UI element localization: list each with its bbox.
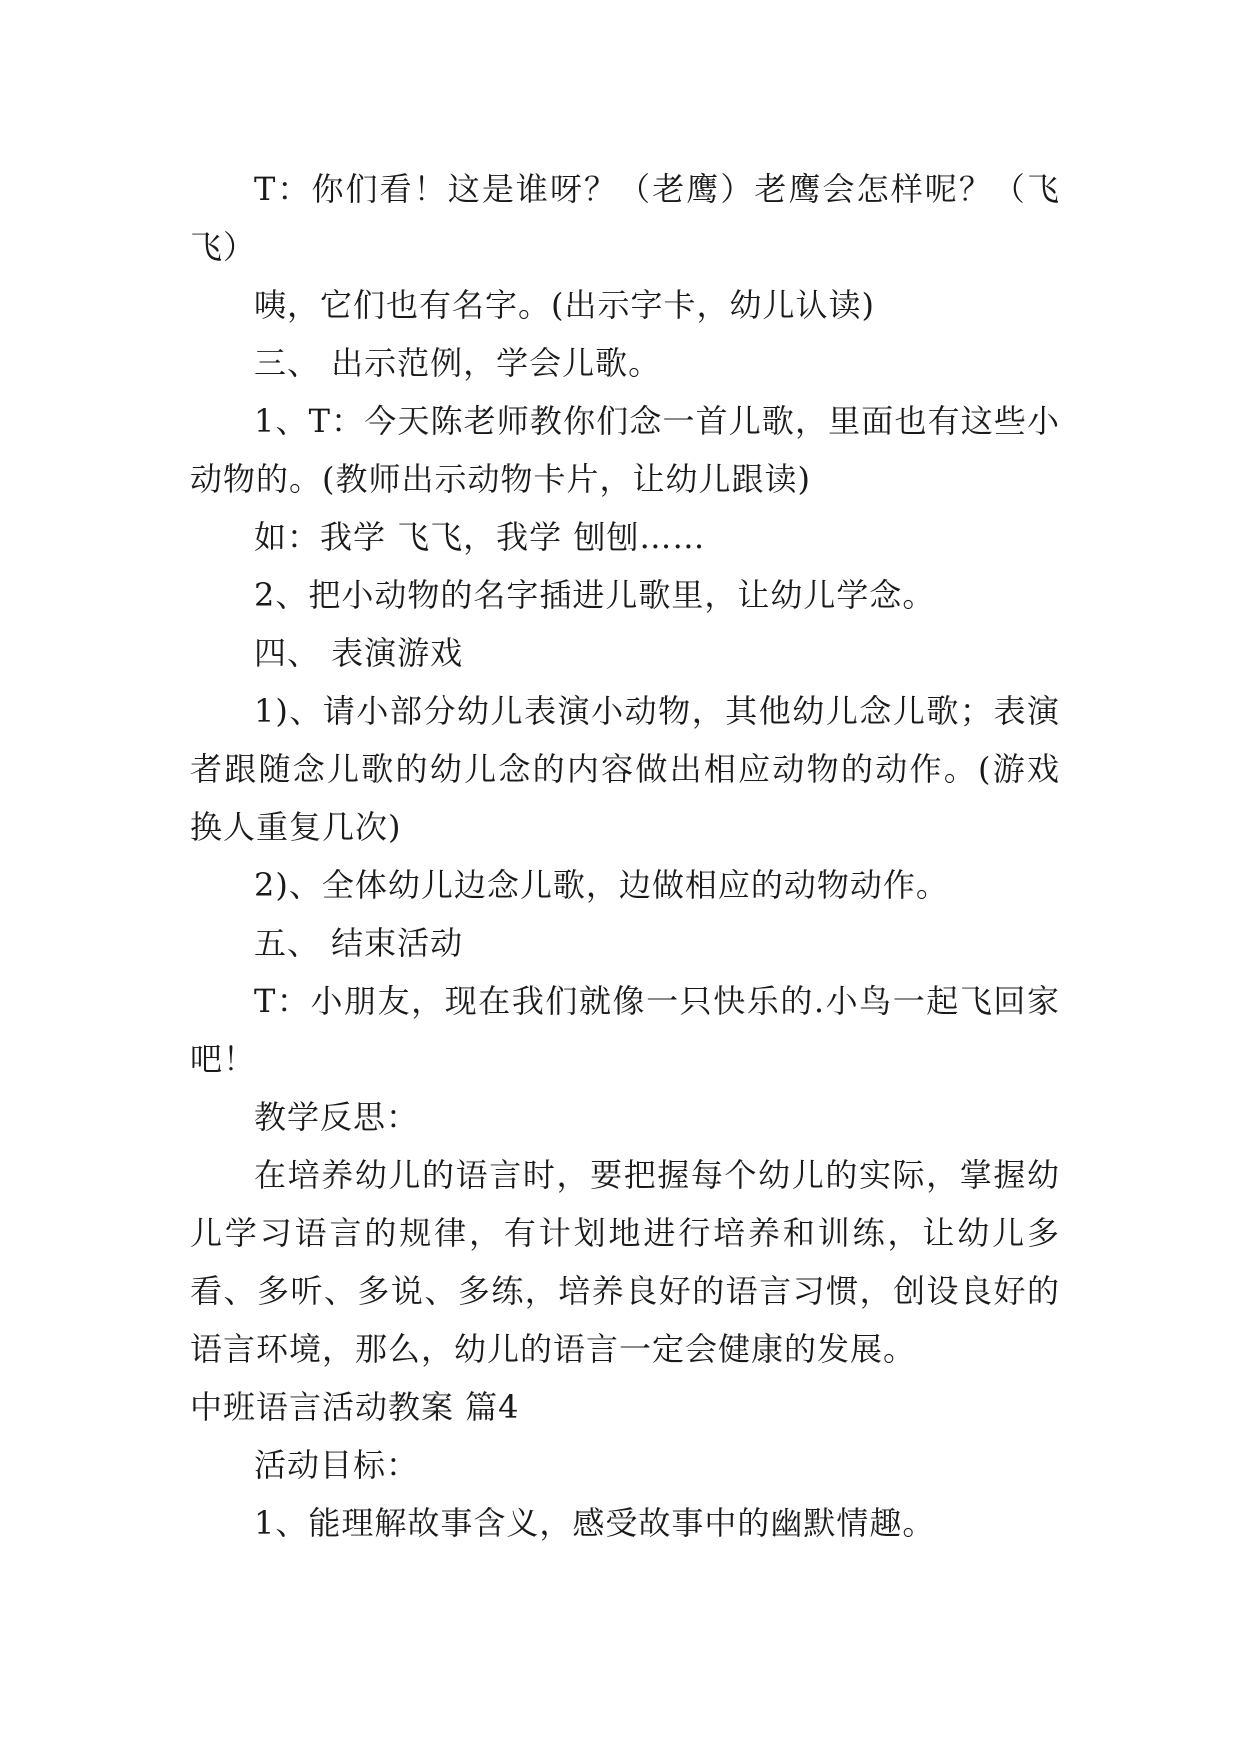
reflection-text: 在培养幼儿的语言时，要把握每个幼儿的实际，掌握幼儿学习语言的规律，有计划地进行培养和训练，让幼儿多看、多听、多说、多练，培养良好的语言习惯，创设良好的语言环境，那么，幼儿的语言一定会健康的发展。 xyxy=(190,1156,1060,1368)
paragraph-dialogue-eagle: T：你们看！这是谁呀？（老鹰）老鹰会怎样呢？（飞飞） xyxy=(190,170,1060,266)
paragraph-step-1: 1、T：今天陈老师教你们念一首儿歌，里面也有这些小动物的。(教师出示动物卡片，让幼儿跟读) xyxy=(190,402,1060,498)
paragraph-name-cards: 咦，它们也有名字。(出示字卡，幼儿认读) xyxy=(254,286,875,324)
paragraph-example: 如：我学 飞飞，我学 刨刨…… xyxy=(254,518,706,556)
lesson-plan-title: 中班语言活动教案 篇4 xyxy=(190,1388,520,1426)
paragraph-game-2: 2)、全体幼儿边念儿歌，边做相应的动物动作。 xyxy=(254,866,949,904)
section-heading-five: 五、 结束活动 xyxy=(254,924,464,962)
paragraph-ending: T：小朋友，现在我们就像一只快乐的.小鸟一起飞回家吧！ xyxy=(190,982,1060,1078)
objectives-heading: 活动目标： xyxy=(254,1446,420,1484)
document-body xyxy=(190,160,1060,1552)
paragraph-game-1: 1)、请小部分幼儿表演小动物，其他幼儿念儿歌；表演者跟随念儿歌的幼儿念的内容做出相应动物的动作。(游戏换人重复几次) xyxy=(190,692,1060,846)
section-heading-three: 三、 出示范例，学会儿歌。 xyxy=(254,344,662,382)
paragraph-step-2: 2、把小动物的名字插进儿歌里，让幼儿学念。 xyxy=(254,576,936,614)
reflection-heading: 教学反思： xyxy=(254,1098,420,1136)
section-heading-four: 四、 表演游戏 xyxy=(254,634,464,672)
objective-1: 1、能理解故事含义，感受故事中的幽默情趣。 xyxy=(254,1504,936,1542)
